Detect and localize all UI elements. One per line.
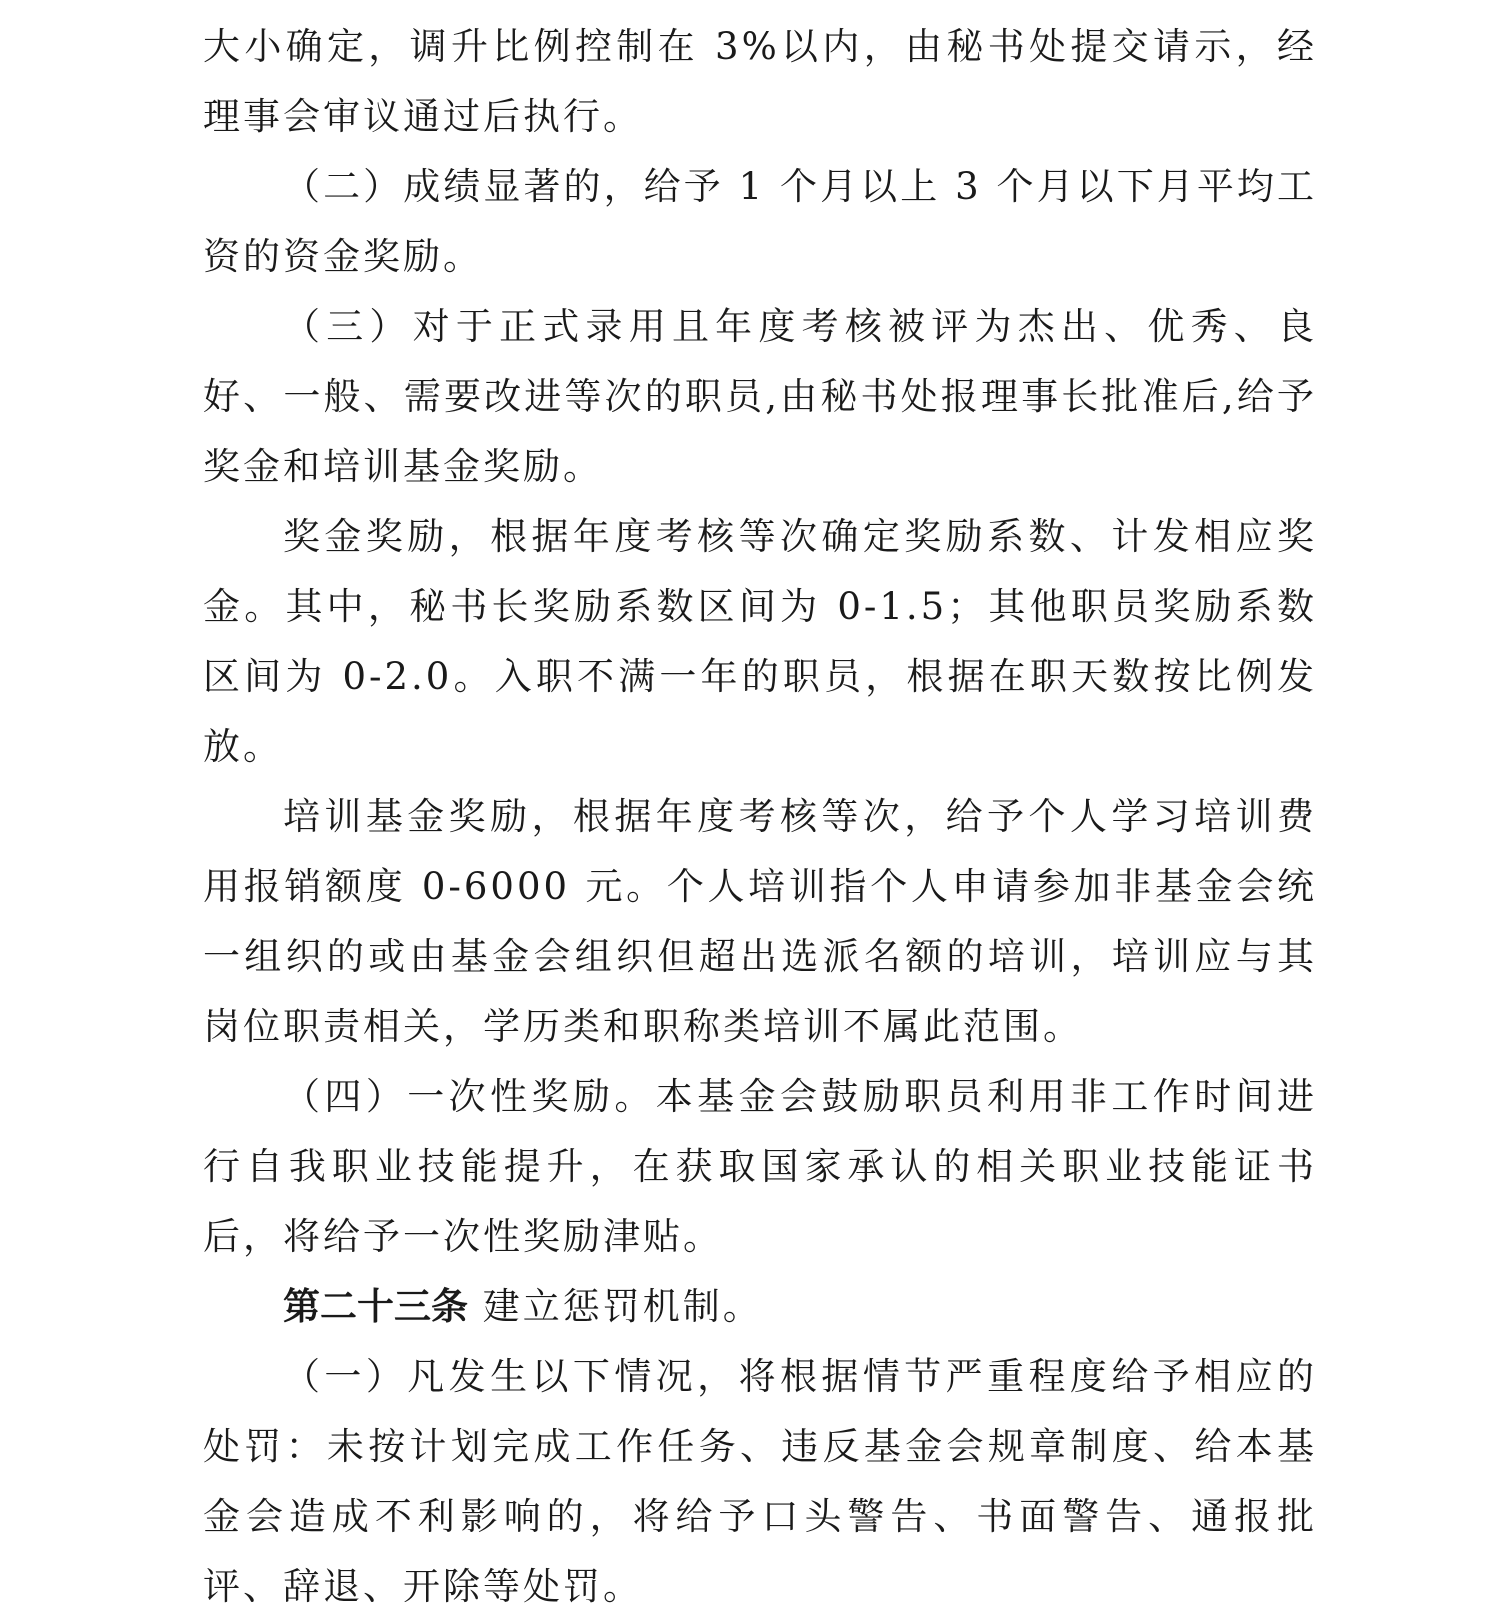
document-body xyxy=(203,12,1317,1622)
paragraph-training-fund: 培训基金奖励，根据年度考核等次，给予个人学习培训费用报销额度 0-6000 元。个人培训指个人申请参加非基金会统一组织的或由基金会组织但超出选派名额的培训，培训应与其岗位职责相关，学历类和职称类培训不属此范围。 xyxy=(203,795,1317,1048)
article-title: 建立惩罚机制。 xyxy=(468,1285,763,1328)
article-23-heading xyxy=(203,1272,1317,1342)
paragraph-continuation: 大小确定，调升比例控制在 3%以内，由秘书处提交请示，经理事会审议通过后执行。 xyxy=(203,25,1317,138)
paragraph-item-4: （四）一次性奖励。本基金会鼓励职员利用非工作时间进行自我职业技能提升，在获取国家承认的相关职业技能证书后，将给予一次性奖励津贴。 xyxy=(203,1075,1317,1258)
paragraph-bonus-reward: 奖金奖励，根据年度考核等次确定奖励系数、计发相应奖金。其中，秘书长奖励系数区间为 0-1.5；其他职员奖励系数区间为 0-2.0。入职不满一年的职员，根据在职天数按比例发放。 xyxy=(203,515,1317,768)
article-number: 第二十三条 xyxy=(283,1285,468,1328)
paragraph-penalty-1: （一）凡发生以下情况，将根据情节严重程度给予相应的处罚：未按计划完成工作任务、违反基金会规章制度、给本基金会造成不利影响的，将给予口头警告、书面警告、通报批评、辞退、开除等处罚。 xyxy=(203,1355,1317,1608)
paragraph-item-3: （三）对于正式录用且年度考核被评为杰出、优秀、良好、一般、需要改进等次的职员,由秘书处报理事长批准后,给予奖金和培训基金奖励。 xyxy=(203,305,1317,488)
paragraph-item-2: （二）成绩显著的，给予 1 个月以上 3 个月以下月平均工资的资金奖励。 xyxy=(203,165,1317,278)
